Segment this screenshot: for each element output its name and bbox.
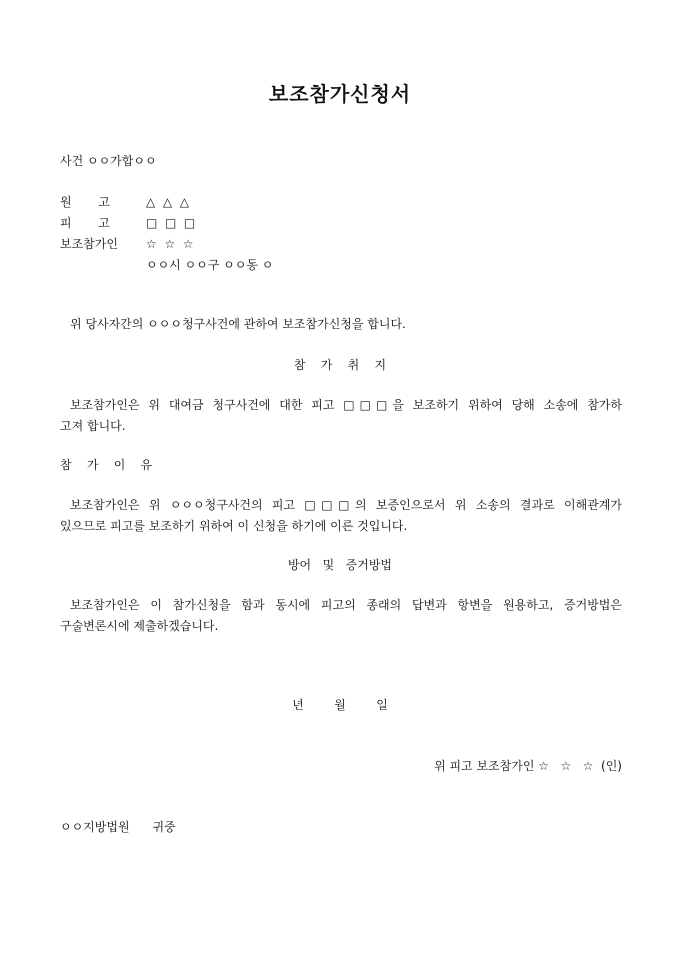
purpose-line-1: 보조참가인은 위 대여금 청구사건에 대한 피고 □□□을 보조하기 위하여 당해 소송에 참가하 xyxy=(70,398,622,412)
defendant-row xyxy=(60,214,195,231)
case-line: 사건 ㅇㅇ가합ㅇㅇ xyxy=(60,154,157,168)
signature-line: 위 피고 보조참가인 ☆ ☆ ☆ (인) xyxy=(434,759,622,773)
method-line-2: 구술변론시에 제출하겠습니다. xyxy=(60,619,219,633)
method-heading: 방어 및 증거방법 xyxy=(287,558,393,572)
intervenor-label: 보조참가인 xyxy=(60,237,118,251)
document-title: 보조참가신청서 xyxy=(268,82,412,106)
plaintiff-value: △ △ △ xyxy=(146,195,189,209)
reason-line-2: 있으므로 피고를 보조하기 위하여 이 신청을 하기에 이른 것입니다. xyxy=(60,519,408,533)
plaintiff-label: 원 고 xyxy=(60,195,110,209)
purpose-heading: 참 가 취 지 xyxy=(293,358,387,372)
plaintiff-row xyxy=(60,193,189,210)
intro-paragraph: 위 당사자간의 ㅇㅇㅇ청구사건에 관하여 보조참가신청을 합니다. xyxy=(70,317,406,331)
intervenor-value: ☆ ☆ ☆ xyxy=(146,237,194,251)
purpose-line-2: 고져 합니다. xyxy=(60,419,126,433)
reason-heading: 참 가 이 유 xyxy=(60,458,153,472)
defendant-label: 피 고 xyxy=(60,216,110,230)
method-line-1: 보조참가인은 이 참가신청을 함과 동시에 피고의 종래의 답변과 항변을 원용하고, 증거방법은 xyxy=(70,598,622,612)
intervenor-address: ㅇㅇ시 ㅇㅇ구 ㅇㅇ동 ㅇ xyxy=(146,258,274,272)
intervenor-row xyxy=(60,235,194,252)
recipient-court: ㅇㅇ지방법원 귀중 xyxy=(60,820,176,834)
defendant-value: □ □ □ xyxy=(146,216,196,230)
date-line: 년 월 일 xyxy=(292,698,388,712)
reason-line-1: 보조참가인은 위 ㅇㅇㅇ청구사건의 피고 □□□의 보증인으로서 위 소송의 결과로 이해관계가 xyxy=(70,498,622,512)
